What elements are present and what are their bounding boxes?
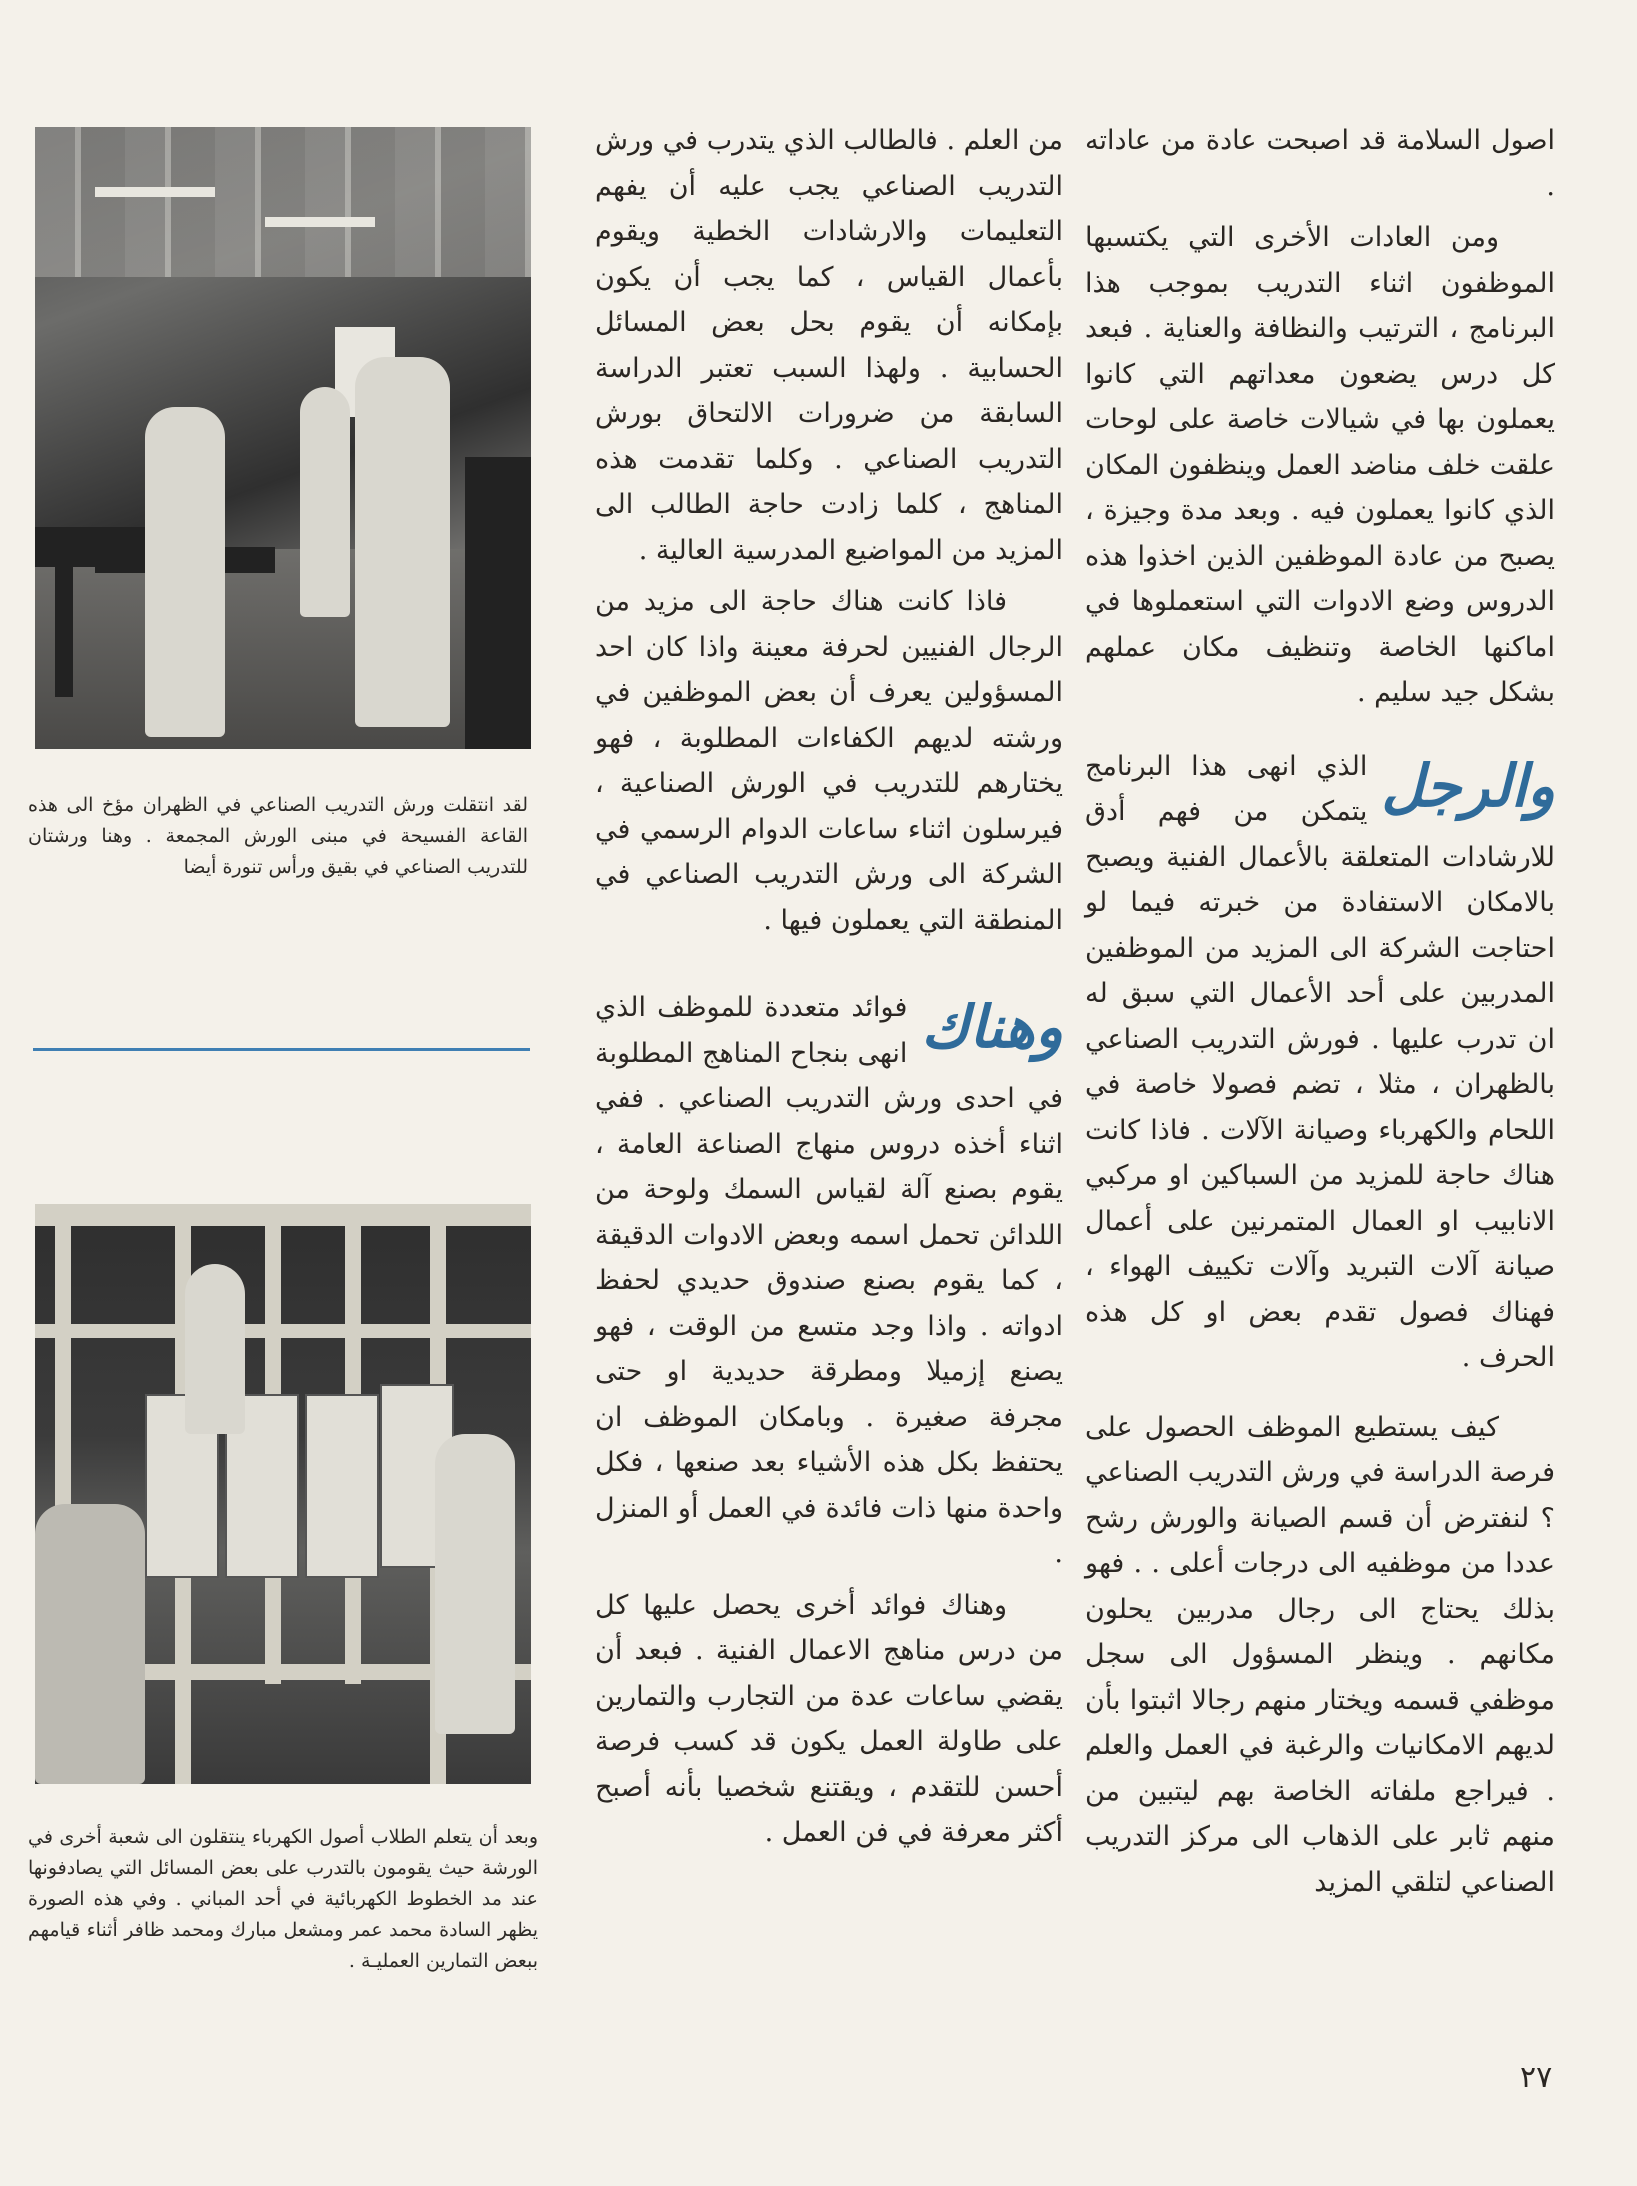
frame-beam xyxy=(35,1204,531,1226)
trainee-figure xyxy=(145,407,225,737)
right-text-column xyxy=(1085,118,1555,1911)
paragraph: من العلم . فالطالب الذي يتدرب في ورش التدريب الصناعي يجب عليه أن يفهم التعليمات والارشادات الخطية ويقوم بأعمال القياس ، كما يجب أن يكون بإمكانه أن يقوم بحل بعض المسائل الحسابية . ولهذا السبب تعتبر الدراسة السابقة من ضرورات الالتحاق بورش التدريب الصناعي . وكلما تقدمت هذه المناهج ، كلما زادت حاجة الطالب الى المزيد من المواضيع المدرسية العالية . xyxy=(595,125,1063,566)
wall-bench xyxy=(465,457,531,749)
dropcap-word: والرجل xyxy=(1381,751,1555,820)
wiring-panel xyxy=(305,1394,379,1578)
trainee-figure xyxy=(185,1264,245,1434)
bottom-photo-caption: وبعد أن يتعلم الطلاب أصول الكهرباء ينتقلون الى شعبة أخرى في الورشة حيث يقومون بالتدرب على بعض المسائل التي يصادفونها عند مد الخطوط الكهربائية في أحد المباني . وفي هذه الصورة يظهر السادة محمد عمر ومشعل مبارك ومحمد ظافر أثناء قيامهم ببعض التمارين العمليـة . xyxy=(28,1826,538,1972)
ceiling-lamp xyxy=(95,187,215,197)
ceiling xyxy=(35,127,531,277)
middle-text-column xyxy=(595,118,1063,1862)
paragraph: كيف يستطيع الموظف الحصول على فرصة الدراسة في ورش التدريب الصناعي ؟ لنفترض أن قسم الصيانة والورش رشح عددا من موظفيه الى درجات أعلى . . فهو بذلك يحتاج الى رجال مدربين يحلون مكانهم . وينظر المسؤول الى سجل موظفي قسمه ويختار منهم رجالا اثبتوا بأن لديهم الامكانيات والرغبة في العمل والعلم . فيراجع ملفاته الخاصة بهم ليتبين من منهم ثابر على الذهاب الى مركز التدريب الصناعي لتلقي المزيد xyxy=(1085,1411,1555,1898)
trainee-figure xyxy=(355,357,450,727)
section-divider xyxy=(33,1048,530,1051)
frame-beam xyxy=(35,1324,531,1338)
trainee-figure xyxy=(35,1504,145,1784)
electrical-training-photo xyxy=(35,1204,531,1784)
workbench-leg xyxy=(55,567,73,697)
paragraph: ومن العادات الأخرى التي يكتسبها الموظفون اثناء التدريب بموجب هذا البرنامج ، الترتيب والنظافة والعناية . فبعد كل درس يضعون معداتهم التي كانوا يعملون بها في شيالات خاصة على لوحات علقت خلف مناضد العمل وينظفون المكان الذي كانوا يعملون فيه . وبعد مدة وجيزة ، يصبح من عادة الموظفين الذين اخذوا هذه الدروس وضع الادوات التي استعملوها في اماكنها الخاصة وتنظيف مكان عملهم بشكل جيد سليم . xyxy=(1085,222,1555,708)
dropcap-word: وهناك xyxy=(921,993,1063,1061)
paragraph: الذي انهى هذا البرنامج يتمكن من فهم أدق للارشادات المتعلقة بالأعمال الفنية ويصبح بالامكان الاستفادة من خبرته فيما لو احتاجت الشركة الى المزيد من الموظفين المدربين على أحد الأعمال التي سبق له ان تدرب عليها . فورش التدريب الصناعي بالظهران ، مثلا ، تضم فصولا خاصة في اللحام والكهرباء وصيانة الآلات . فاذا كانت هناك حاجة للمزيد من السباكين او مركبي الانابيب او العمال المتمرنين على أعمال صيانة آلات التبريد وآلات تكييف الهواء ، فهناك فصول تقدم بعض او كل هذه الحرف . xyxy=(1085,750,1555,1373)
ceiling-lamp xyxy=(265,217,375,227)
workshop-hall-photo xyxy=(35,127,531,749)
page-number: ٢٧ xyxy=(1520,2060,1553,2095)
paragraph: وهناك فوائد أخرى يحصل عليها كل من درس مناهج الاعمال الفنية . فبعد أن يقضي ساعات عدة من التجارب والتمارين على طاولة العمل يكون قد كسب فرصة أحسن للتقدم ، ويقتنع شخصيا بأنه أصبح أكثر معرفة في فن العمل . xyxy=(595,1589,1063,1848)
dropcap-paragraph xyxy=(595,985,1063,1577)
paragraph: اصول السلامة قد اصبحت عادة من عاداته . xyxy=(1085,125,1555,202)
floor xyxy=(35,549,531,749)
dropcap-paragraph xyxy=(1085,744,1555,1381)
paragraph: فاذا كانت هناك حاجة الى مزيد من الرجال الفنيين لحرفة معينة واذا كان احد المسؤولين يعرف أن بعض الموظفين في ورشته لديهم الكفاءات المطلوبة ، فهو يختارهم للتدريب في الورش الصناعية ، فيرسلون اثناء ساعات الدوام الرسمي في الشركة الى ورش التدريب الصناعي في المنطقة التي يعملون فيها . xyxy=(595,586,1063,936)
trainee-figure xyxy=(300,387,350,617)
paragraph: فوائد متعددة للموظف الذي انهى بنجاح المناهج المطلوبة في احدى ورش التدريب الصناعي . ففي اثناء أخذه دروس منهاج الصناعة العامة ، يقوم بصنع آلة لقياس السمك ولوحة من اللدائن تحمل اسمه وبعض الادوات الدقيقة ، كما يقوم بصنع صندوق حديدي لحفظ ادواته . واذا وجد متسع من الوقت ، فهو يصنع إزميلا ومطرقة حديدية او حتى مجرفة صغيرة . وبامكان الموظف ان يحتفظ بكل هذه الأشياء بعد صنعها ، فكل واحدة منها ذات فائدة في العمل أو المنزل . xyxy=(595,992,1063,1569)
trainee-figure xyxy=(435,1434,515,1734)
top-photo-caption: لقد انتقلت ورش التدريب الصناعي في الظهران مؤخ الى هذه القاعة الفسيحة في مبنى الورش المجمعة . وهنا ورشتان للتدريب الصناعي في بقيق ورأس تنورة أيضا xyxy=(28,794,528,878)
